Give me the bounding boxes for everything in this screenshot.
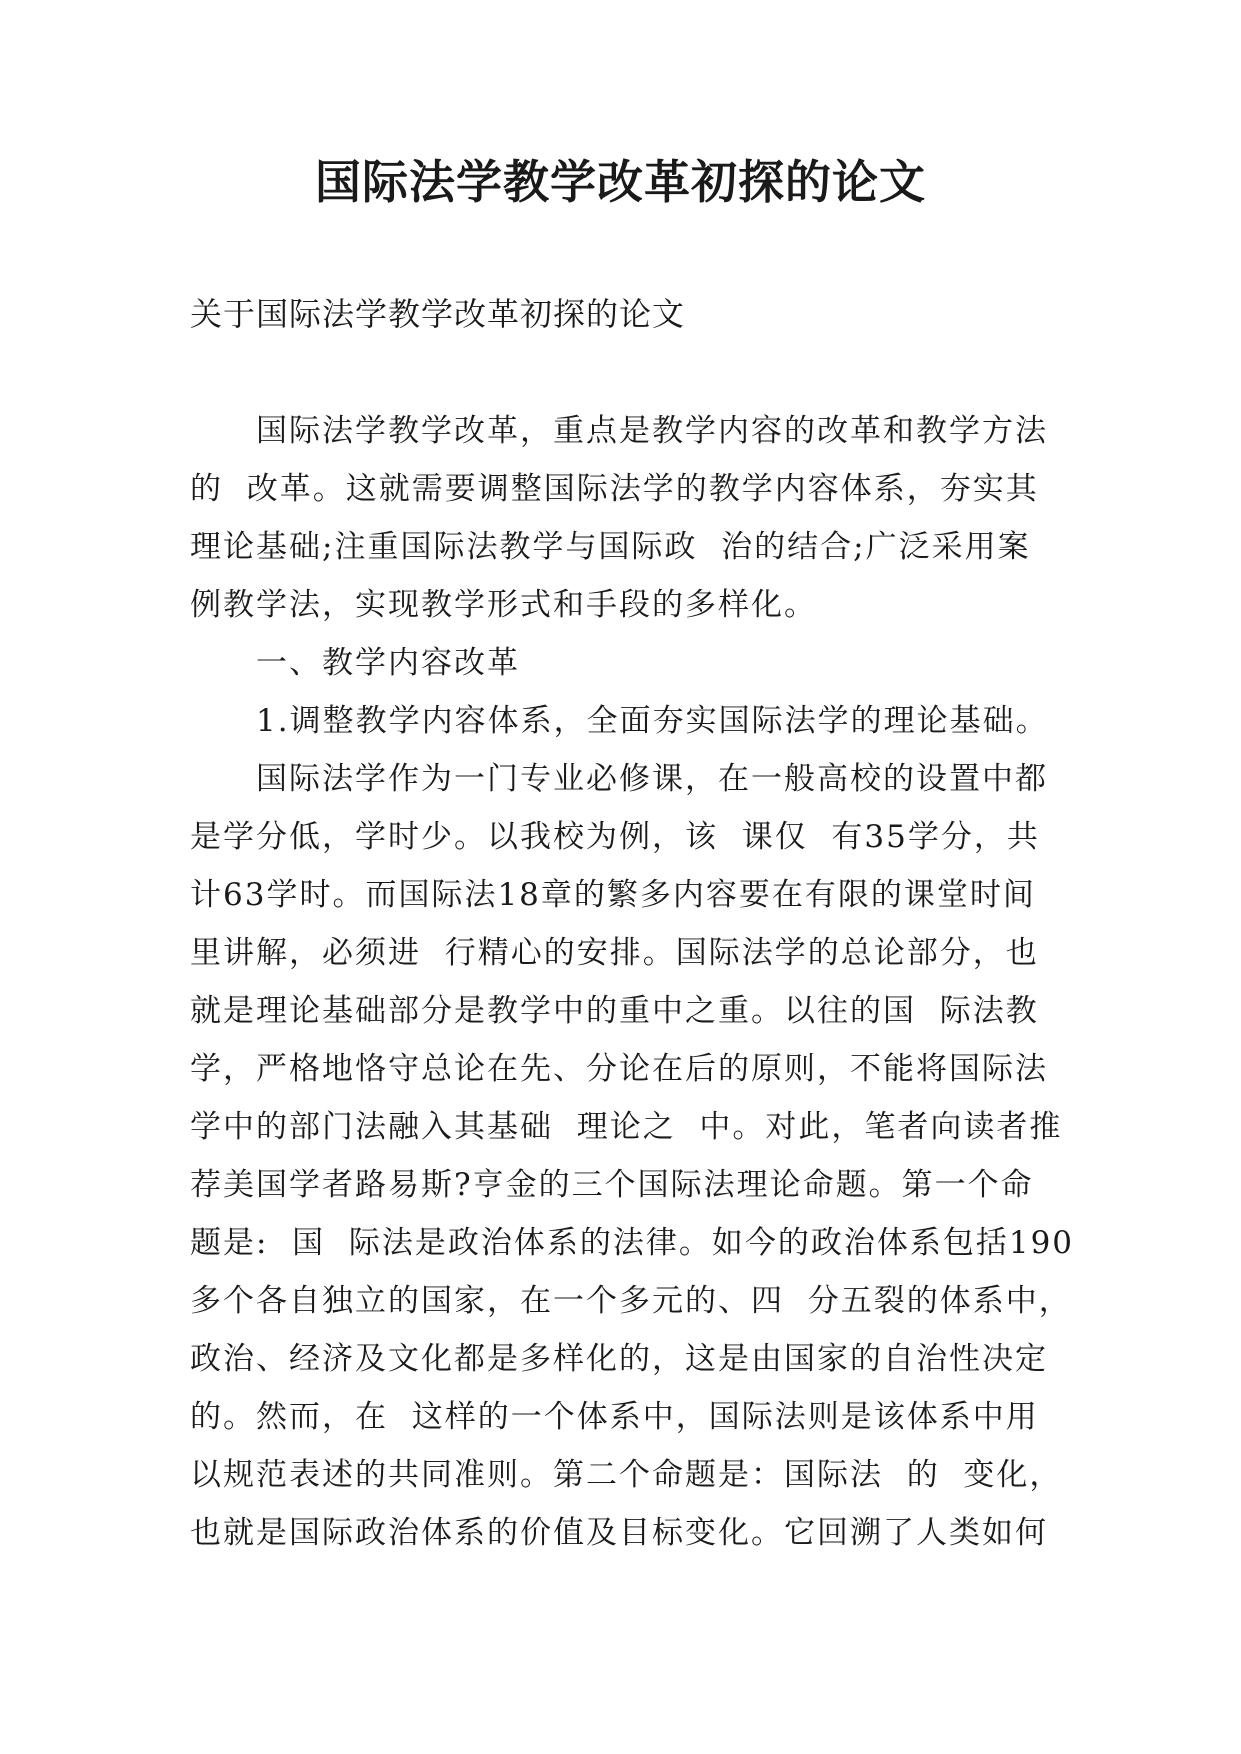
text-line: 国际法学作为一门专业必修课，在一般高校的设置中都 xyxy=(256,761,1048,797)
document-title: 国际法学教学改革初探的论文 xyxy=(315,155,926,209)
text-line: 就是理论基础部分是教学中的重中之重。以往的国 际法教 xyxy=(190,993,1039,1029)
text-line: 的 改革。这就需要调整国际法学的教学内容体系，夯实其 xyxy=(190,471,1039,507)
text-line: 政治、经济及文化都是多样化的，这是由国家的自治性决定 xyxy=(190,1341,1048,1377)
text-line: 也就是国际政治体系的价值及目标变化。它回溯了人类如何 xyxy=(190,1515,1048,1551)
body-text xyxy=(190,402,1075,1562)
document-subtitle: 关于国际法学教学改革初探的论文 xyxy=(190,295,686,333)
text-line: 例教学法，实现教学形式和手段的多样化。 xyxy=(190,587,817,623)
text-line: 学，严格地恪守总论在先、分论在后的原则，不能将国际法 xyxy=(190,1051,1048,1087)
text-line: 是学分低，学时少。以我校为例，该 课仅 有35学分，共 xyxy=(190,819,1040,855)
text-line: 学中的部门法融入其基础 理论之 中。对此，笔者向读者推 xyxy=(190,1109,1063,1145)
text-line: 以规范表述的共同准则。第二个命题是：国际法 的 变化， xyxy=(190,1457,1063,1493)
text-line: 理论基础;注重国际法教学与国际政 治的结合;广泛采用案 xyxy=(190,529,1031,565)
text-line: 国际法学教学改革，重点是教学内容的改革和教学方法 xyxy=(256,413,1048,449)
text-line: 一、教学内容改革 xyxy=(256,645,520,681)
text-line: 的。然而，在 这样的一个体系中，国际法则是该体系中用 xyxy=(190,1399,1039,1435)
text-line: 荐美国学者路易斯?亨金的三个国际法理论命题。第一个命 xyxy=(190,1167,1034,1203)
text-line: 题是: 国 际法是政治体系的法律。如今的政治体系包括190 xyxy=(190,1225,1075,1261)
text-line: 1.调整教学内容体系，全面夯实国际法学的理论基础。 xyxy=(256,703,1049,739)
text-line: 计63学时。而国际法18章的繁多内容要在有限的课堂时间 xyxy=(190,877,1036,913)
text-line: 里讲解，必须进 行精心的安排。国际法学的总论部分，也 xyxy=(190,935,1039,971)
text-line: 多个各自独立的国家，在一个多元的、四 分五裂的体系中， xyxy=(190,1283,1072,1319)
